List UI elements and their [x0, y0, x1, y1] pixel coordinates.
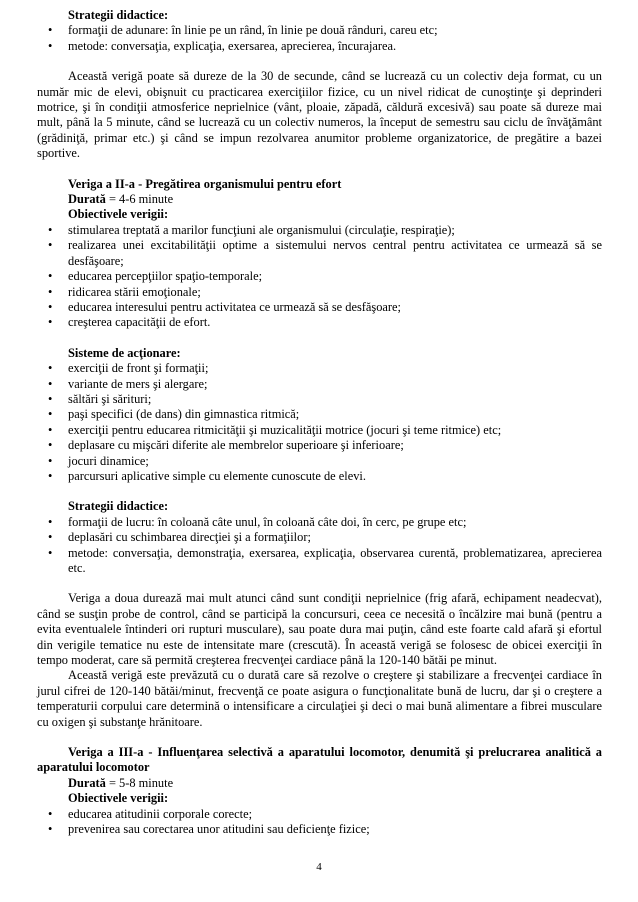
list-item-text: metode: conversaţia, demonstraţia, exersarea, explicaţia, observarea curentă, problematizarea, aprecierea etc.	[68, 545, 602, 575]
bullet-icon: •	[48, 422, 53, 437]
list-item	[37, 392, 602, 407]
list-item	[37, 822, 602, 837]
list-item-text: ridicarea stării emoţionale;	[68, 284, 201, 299]
list-item-text: creşterea capacităţii de efort.	[68, 315, 211, 330]
list-item-text: paşi specifici (de dans) din gimnastica ritmică;	[68, 407, 300, 422]
list-item-text: educarea atitudinii corporale corecte;	[68, 806, 253, 821]
list-item	[37, 285, 602, 300]
bullet-icon: •	[48, 438, 53, 453]
s1-strategies-title: Strategii didactice:	[68, 8, 169, 22]
list-item	[37, 377, 602, 392]
list-item-text: realizarea unei excitabilităţii optime a sistemului nervos central pentru activitatea ce urmează să se desfăşoare;	[68, 238, 602, 268]
list-item-text: deplasare cu mişcări diferite ale membrelor superioare şi inferioare;	[68, 438, 404, 453]
bullet-icon: •	[48, 514, 53, 529]
list-item-text: jocuri dinamice;	[68, 453, 149, 468]
list-item-text: variante de mers şi alergare;	[68, 376, 208, 391]
bullet-icon: •	[48, 376, 53, 391]
page-number: 4	[316, 861, 322, 873]
bullet-icon: •	[48, 407, 53, 422]
list-item-text: metode: conversaţia, explicaţia, exersarea, aprecierea, încurajarea.	[68, 38, 397, 53]
s2-systems-title: Sisteme de acţionare:	[68, 345, 181, 360]
page-content	[37, 8, 602, 838]
bullet-icon: •	[48, 238, 53, 253]
bullet-icon: •	[48, 468, 53, 483]
list-item	[37, 454, 602, 469]
list-item	[37, 23, 602, 38]
bullet-icon: •	[48, 269, 53, 284]
list-item	[37, 530, 602, 545]
s2-paragraph-2: Această verigă este prevăzută cu o durată care să rezolve o creştere şi stabilizare a frecvenţei cardiace în jurul cifrei de 120-140 bătăi/minut, frecvenţă ce poate asigura o funcţionalitate bună de lucru, dar şi o creştere a temperaturii corpului care determină o intensificare a circulaţiei şi deci o mai bună alimentare a fibrei musculare cu oxigen şi substanţe hrănitoare.	[37, 668, 602, 729]
bullet-icon: •	[48, 23, 53, 38]
list-item-text: educarea interesului pentru activitatea ce urmează să se desfăşoare;	[68, 299, 401, 314]
s3-objectives-list	[37, 807, 602, 838]
list-item-text: deplasări cu schimbarea direcţiei şi a formaţiilor;	[68, 530, 311, 545]
list-item-text: parcursuri aplicative simple cu elemente cunoscute de elevi.	[68, 468, 366, 483]
list-item-text: exerciţii pentru educarea ritmicităţii şi muzicalităţii motrice (jocuri şi teme ritmice) etc;	[68, 422, 502, 437]
list-item	[37, 515, 602, 530]
list-item	[37, 39, 602, 54]
list-item	[37, 361, 602, 376]
s3-objectives-title: Obiectivele verigii:	[68, 791, 169, 806]
bullet-icon: •	[48, 391, 53, 406]
bullet-icon: •	[48, 222, 53, 237]
s2-objectives-list	[37, 223, 602, 331]
list-item	[37, 469, 602, 484]
list-item-text: formaţii de lucru: în coloană câte unul, în coloană câte doi, în cerc, pe grupe etc;	[68, 514, 467, 529]
s3-duration	[37, 776, 602, 791]
s2-duration-label: Durată	[68, 192, 106, 207]
s2-duration	[37, 192, 602, 207]
bullet-icon: •	[48, 315, 53, 330]
s2-paragraph-1: Veriga a doua durează mai mult atunci când sunt condiţii neprielnice (frig afară, echipament neadecvat), când se susţin probe de control, când se participă la concursuri, ceea ce necesită o încălzire mai bună (pentru a evita eventualele întinderi ori rupturi musculare), sau poate dura mai puţin, când este foarte cald afară şi efortul din verigile tematice nu este de intensitate mare (crescută). În această verigă se folosesc de obicei exerciţii în tempo moderat, care să permită creşterea frecvenţei cardiace până la 120-140 bătăi pe minut.	[37, 591, 602, 668]
list-item	[37, 438, 602, 453]
list-item	[37, 546, 602, 577]
list-item	[37, 223, 602, 238]
s1-strategies-list	[37, 23, 602, 54]
bullet-icon: •	[48, 284, 53, 299]
list-item-text: formaţii de adunare: în linie pe un rând, în linie pe două rânduri, careu etc;	[68, 23, 438, 38]
list-item-text: exerciţii de front şi formaţii;	[68, 361, 209, 376]
bullet-icon: •	[48, 545, 53, 560]
list-item-text: stimularea treptată a marilor funcţiuni ale organismului (circulaţie, respiraţie);	[68, 222, 455, 237]
list-item-text: prevenirea sau corectarea unor atitudini sau deficienţe fizice;	[68, 822, 370, 837]
s1-paragraph: Această verigă poate să dureze de la 30 de secunde, când se lucrează cu un colectiv deja format, cu un număr mic de elevi, obişnuit cu practicarea exerciţiilor fizice, cu un nivel ridicat de cunoştinţe şi deprinderi motrice, şi în condiţii atmosferice neprielnice (vânt, ploaie, zăpadă, căldură excesivă) sau poate să dureze mai mult, până la 5 minute, când se lucrează cu un colectiv numeros, la început de semestru sau ciclu de învăţământ (grădiniţă, primar etc.) şi când se impun rezolvarea anumitor probleme organizatorice, de pregătire a bazei sportive.	[37, 69, 602, 161]
s3-title: Veriga a III-a - Influenţarea selectivă a aparatului locomotor, denumită şi prelucrarea analitică a aparatului locomotor	[37, 745, 602, 775]
list-item	[37, 300, 602, 315]
list-item	[37, 423, 602, 438]
bullet-icon: •	[48, 453, 53, 468]
s3-duration-label: Durată	[68, 775, 106, 790]
s2-objectives-title: Obiectivele verigii:	[68, 207, 169, 222]
s2-title: Veriga a II-a - Pregătirea organismului pentru efort	[68, 176, 342, 191]
s2-systems-list	[37, 361, 602, 484]
list-item	[37, 807, 602, 822]
list-item	[37, 238, 602, 269]
bullet-icon: •	[48, 822, 53, 837]
list-item	[37, 407, 602, 422]
s2-strategies-list	[37, 515, 602, 577]
bullet-icon: •	[48, 530, 53, 545]
bullet-icon: •	[48, 38, 53, 53]
list-item-text: săltări şi sărituri;	[68, 391, 152, 406]
list-item-text: educarea percepţiilor spaţio-temporale;	[68, 269, 263, 284]
bullet-icon: •	[48, 361, 53, 376]
s3-duration-value: = 5-8 minute	[105, 775, 174, 790]
bullet-icon: •	[48, 806, 53, 821]
s2-strategies-title: Strategii didactice:	[68, 499, 169, 514]
list-item	[37, 269, 602, 284]
list-item	[37, 315, 602, 330]
s2-duration-value: = 4-6 minute	[105, 192, 174, 207]
bullet-icon: •	[48, 299, 53, 314]
